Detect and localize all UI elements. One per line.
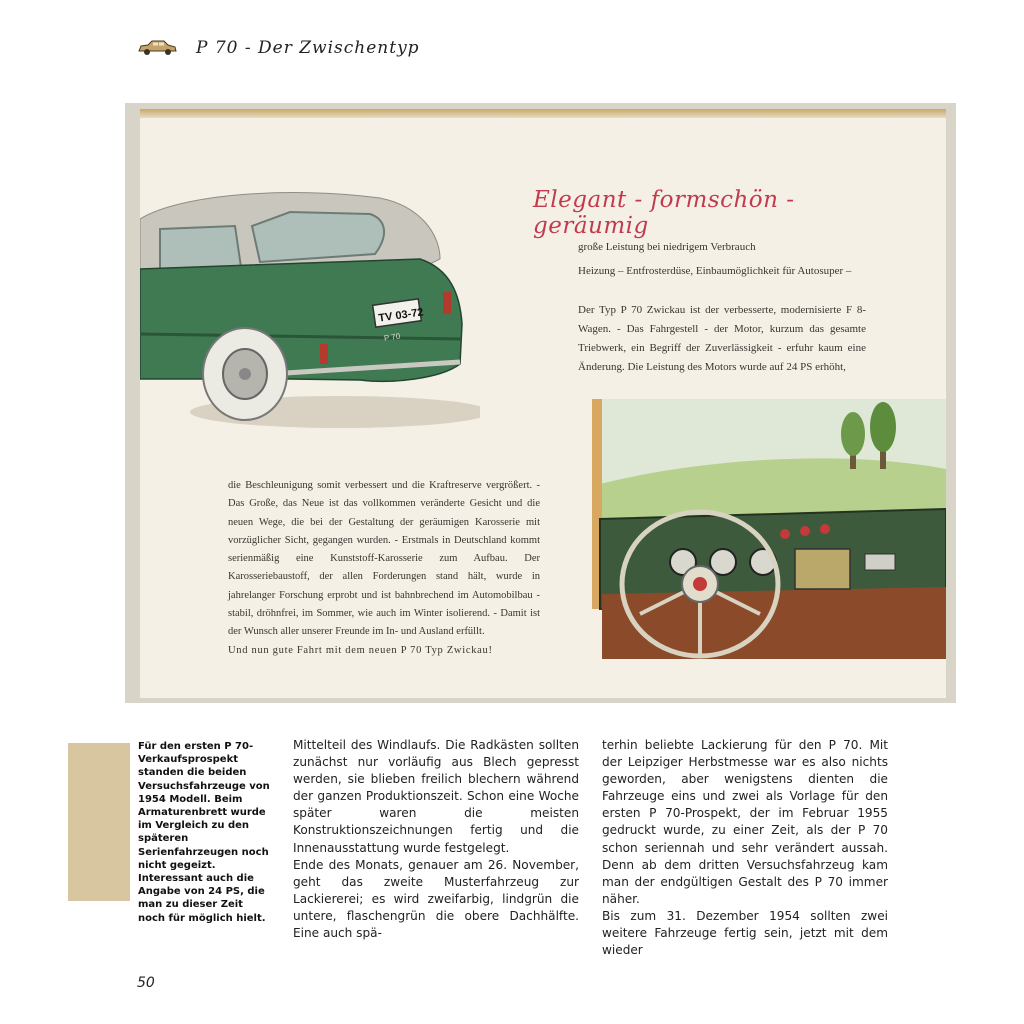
running-header-title: P 70 - Der Zwischentyp bbox=[196, 38, 420, 58]
body-paragraph: Bis zum 31. Dezember 1954 sollten zwei weitere Fahrzeuge fertig sein, jetzt mit dem wieder bbox=[602, 908, 888, 958]
rear-badge: P 70 bbox=[383, 331, 401, 343]
car-illustration bbox=[140, 174, 480, 434]
brochure-left-text: die Beschleunigung somit verbessert und die Kraftreserve vergrößert. - Das Große, das Neue ist das vollkommen veränderte Gesicht und die neuen Wege, die bei der Gestaltung der geräumigen Karosserie mit vorzüglicher Sicht, gegangen wurden. - Erstmals in Deutschland kommt serienmäßig eine Kunststoff-Karosserie zum Aufbau. Der Karosseriebaustoff, der allen Forderungen stand hält, wurde in jahrelanger Forschung erprobt und ist bahnbrechend im Automobilbau - stabil, dröhnfrei, im Sommer, wie auch im Winter isolierend. - Damit ist der Wunsch aller unserer Freunde im In- und Ausland erfüllt. Und nun gute Fahrt mit dem neuen P 70 Typ Zwickau! bbox=[228, 477, 540, 660]
brochure-image bbox=[125, 103, 956, 703]
body-column-1 bbox=[293, 737, 579, 942]
page-number: 50 bbox=[137, 975, 155, 991]
brochure-feature-2: Heizung – Entfrosterdüse, Einbaumöglichkeit für Autosuper – bbox=[578, 265, 852, 277]
image-caption: Für den ersten P 70-Verkaufsprospekt standen die beiden Versuchsfahrzeuge von 1954 Modell. Beim Armaturenbrett wurde im Vergleich zu den späteren Serienfahrzeugen noch nicht gegeizt. Interessant auch die Angabe von 24 PS, die man zu dieser Zeit noch für möglich hielt. bbox=[138, 741, 270, 924]
brochure-feature-1: große Leistung bei niedrigem Verbrauch bbox=[578, 241, 756, 253]
brochure-headline: Elegant - formschön - geräumig bbox=[533, 187, 795, 239]
brochure-right-text: Der Typ P 70 Zwickau ist der verbesserte, modernisierte F 8-Wagen. - Das Fahrgestell - der Motor, kurzum das gesamte Triebwerk, ein Begriff der Zuverlässigkeit - erfuhr kaum eine Änderung. Die Leistung des Motors wurde auf 24 PS erhöht, bbox=[578, 304, 866, 373]
dashboard-illustration bbox=[580, 399, 946, 659]
body-paragraph: terhin beliebte Lackierung für den P 70. Mit der Leipziger Herbstmesse war es also nichts geworden, aber wenigstens dienten die Fahrzeuge eins und zwei als Vorlage für den ersten P 70-Prospekt, der im Februar 1955 gedruckt wurde, zu einer Zeit, als der P 70 schon seriennah und sehr verändert aussah. Denn ab dem dritten Versuchsfahrzeug kam man der endgültigen Gestalt des P 70 immer näher. bbox=[602, 738, 888, 906]
car-icon bbox=[136, 39, 178, 57]
caption-marker bbox=[68, 743, 130, 901]
body-column-2 bbox=[602, 737, 888, 959]
body-paragraph: Mittelteil des Windlaufs. Die Radkästen sollten zunächst nur vorläufig aus Blech gepresst werden, sie blieben freilich blechern während der ganzen Produktionszeit. Schon eine Woche später waren die meisten Konstruktionszeichnungen fertig und die Innenausstattung wurde festgelegt. bbox=[293, 738, 579, 855]
brochure-closing-line: Und nun gute Fahrt mit dem neuen P 70 Typ Zwickau! bbox=[228, 644, 493, 656]
running-header bbox=[136, 36, 420, 60]
license-plate: TV 03-72 bbox=[377, 306, 425, 325]
brochure-page bbox=[140, 109, 946, 698]
body-paragraph: Ende des Monats, genauer am 26. November, geht das zweite Musterfahrzeug zur Lackiererei; es wird zweifarbig, lindgrün die untere, flaschengrün die obere Dachhälfte. Eine auch spä- bbox=[293, 857, 579, 941]
